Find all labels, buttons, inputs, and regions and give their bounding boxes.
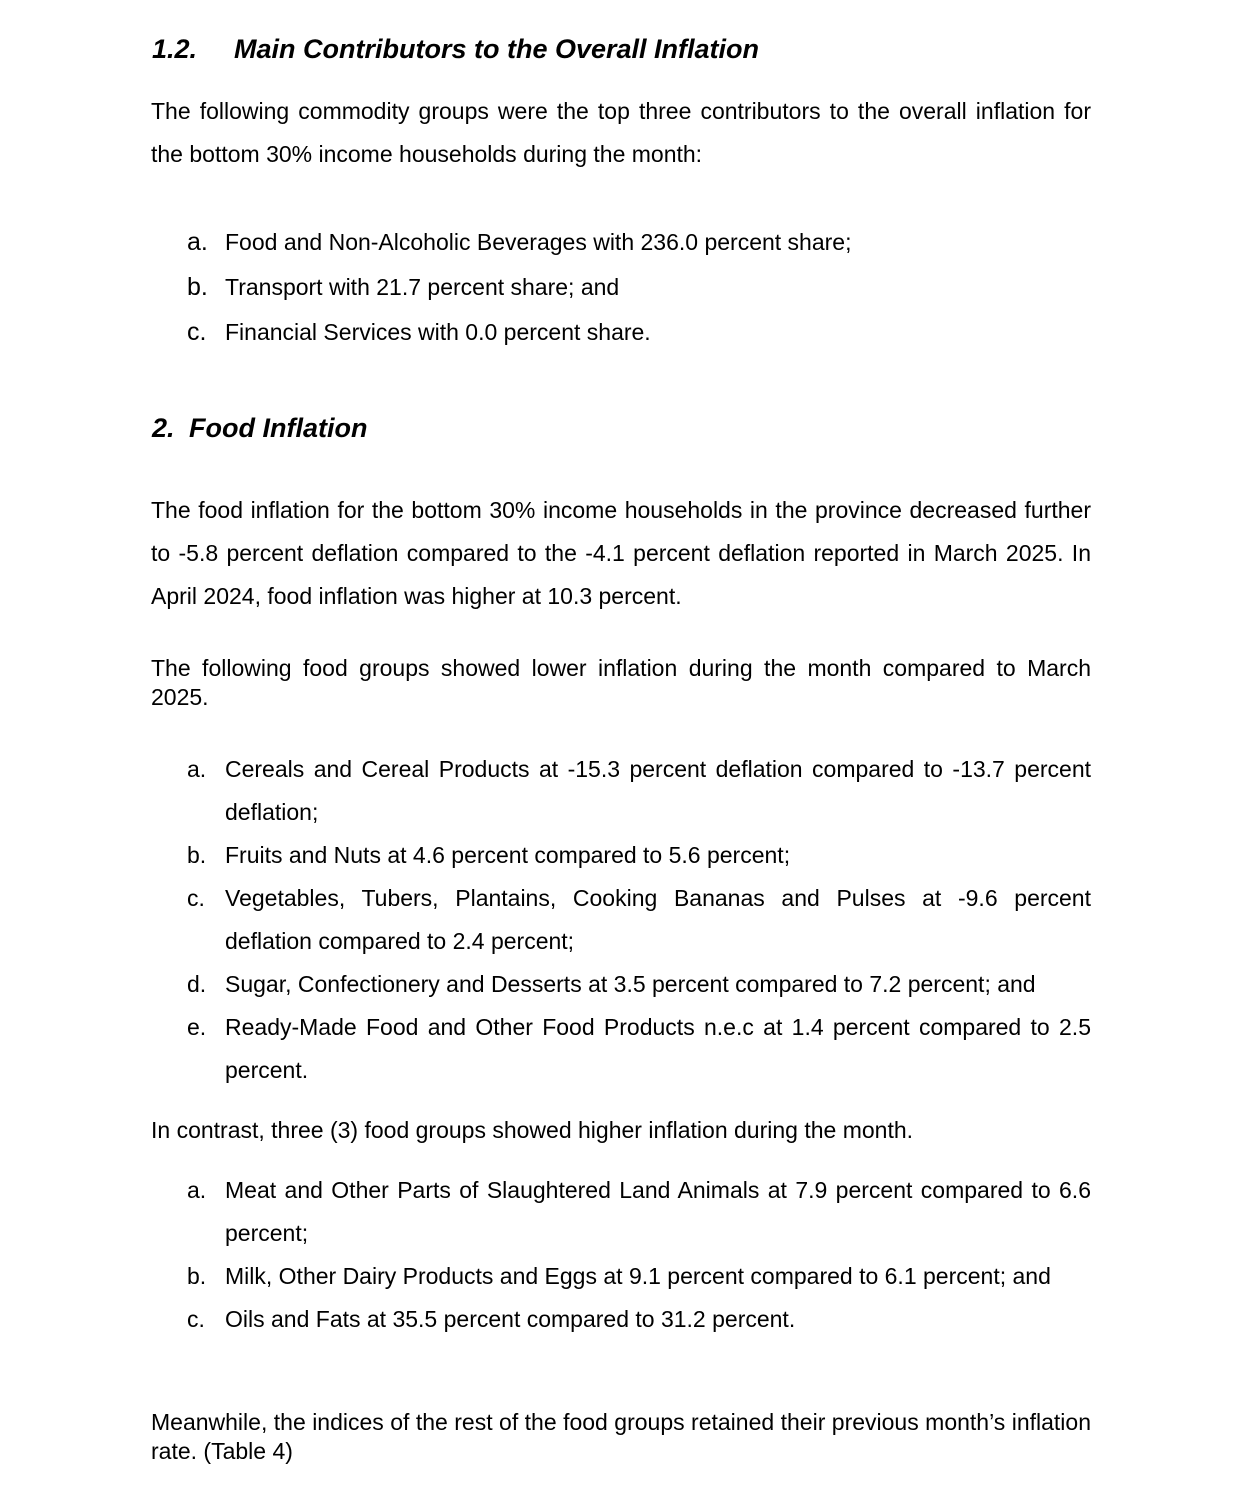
list-item <box>187 1006 1091 1092</box>
closing-paragraph: Meanwhile, the indices of the rest of the food groups retained their previous month’s inflation rate. (Table 4) <box>151 1409 1091 1464</box>
list-item-text: Food and Non-Alcoholic Beverages with 236.0 percent share; <box>225 229 852 255</box>
list-item-text: Oils and Fats at 35.5 percent compared to 31.2 percent. <box>225 1306 796 1332</box>
list-item-text: Ready-Made Food and Other Food Products n.e.c at 1.4 percent compared to 2.5 percent. <box>225 1014 1091 1083</box>
list-item-text: Fruits and Nuts at 4.6 percent compared to 5.6 percent; <box>225 842 791 868</box>
list-item-text: Cereals and Cereal Products at -15.3 percent deflation compared to -13.7 percent deflation; <box>225 756 1091 825</box>
list-item <box>187 265 1091 310</box>
food-inflation-paragraph: The food inflation for the bottom 30% income households in the province decreased further to -5.8 percent deflation compared to the -4.1 percent deflation reported in March 2025. In April 2024, food inflation was higher at 10.3 percent. <box>151 497 1091 609</box>
list-item-text: Financial Services with 0.0 percent share. <box>225 319 651 345</box>
list-marker: a. <box>187 228 208 256</box>
section-number: 1.2. <box>152 34 198 64</box>
list-item <box>187 1298 1091 1341</box>
list-item-text: Meat and Other Parts of Slaughtered Land Animals at 7.9 percent compared to 6.6 percent; <box>225 1177 1091 1246</box>
list-item <box>187 1255 1091 1298</box>
section-1-2-heading <box>152 32 759 66</box>
list-item-text: Transport with 21.7 percent share; and <box>225 274 620 300</box>
lower-inflation-list <box>187 748 1091 1092</box>
section-number: 2. <box>152 413 175 443</box>
section-1-2-intro: The following commodity groups were the top three contributors to the overall inflation for the bottom 30% income households during the month: <box>151 98 1091 167</box>
section-title: Food Inflation <box>189 413 368 443</box>
list-item-text: Vegetables, Tubers, Plantains, Cooking Bananas and Pulses at -9.6 percent deflation compared to 2.4 percent; <box>225 885 1091 954</box>
higher-inflation-intro: In contrast, three (3) food groups showed higher inflation during the month. <box>151 1117 914 1143</box>
section-2-heading <box>152 411 367 445</box>
lower-inflation-intro: The following food groups showed lower inflation during the month compared to March 2025. <box>151 655 1091 710</box>
list-item <box>187 748 1091 834</box>
list-marker: b. <box>187 842 207 868</box>
list-item <box>187 877 1091 963</box>
list-item <box>187 310 1091 355</box>
list-item <box>187 220 1091 265</box>
list-marker: b. <box>187 1263 207 1289</box>
list-marker: b. <box>187 273 208 301</box>
list-marker: a. <box>187 756 207 782</box>
list-marker: e. <box>187 1014 207 1040</box>
list-item-text: Milk, Other Dairy Products and Eggs at 9.1 percent compared to 6.1 percent; and <box>225 1263 1051 1289</box>
list-marker: a. <box>187 1177 207 1203</box>
section-title: Main Contributors to the Overall Inflation <box>234 34 760 64</box>
list-item <box>187 1169 1091 1255</box>
list-marker: c. <box>187 1306 205 1332</box>
higher-inflation-list <box>187 1169 1091 1341</box>
list-marker: c. <box>187 885 205 911</box>
list-item <box>187 834 1091 877</box>
contributors-list <box>187 220 1091 355</box>
list-marker: d. <box>187 971 207 997</box>
list-item <box>187 963 1091 1006</box>
list-marker: c. <box>187 318 207 346</box>
list-item-text: Sugar, Confectionery and Desserts at 3.5 percent compared to 7.2 percent; and <box>225 971 1036 997</box>
